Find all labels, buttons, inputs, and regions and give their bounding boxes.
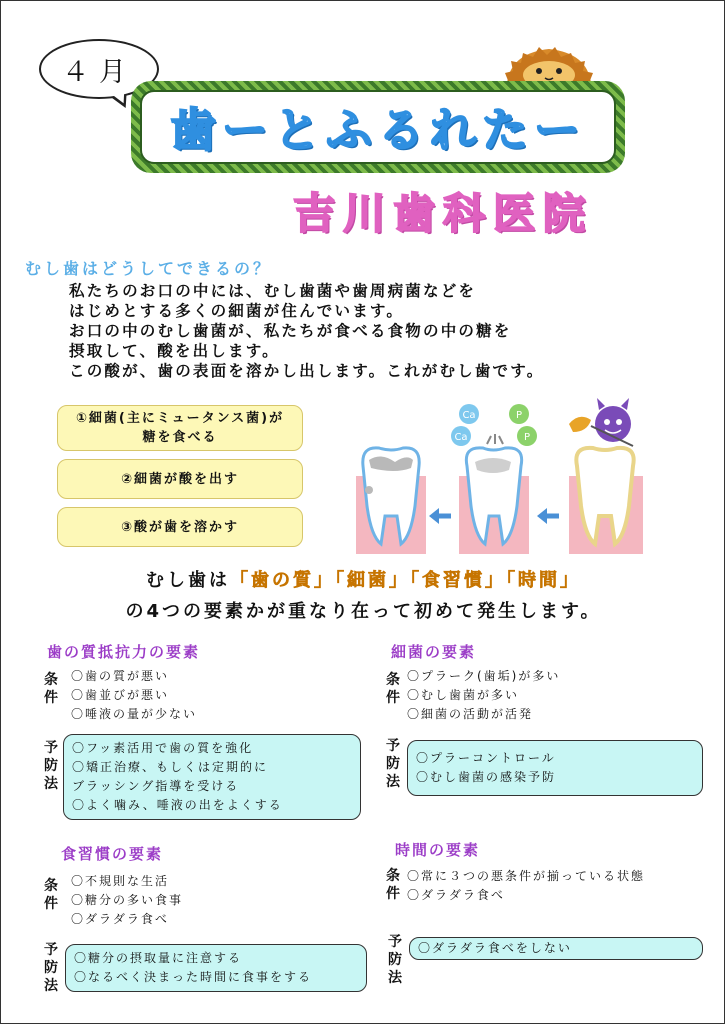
prevention-item: 〇なるべく決まった時間に食事をする [74,970,313,984]
intro-line: お口の中のむし歯菌が、私たちが食べる食物の中の糖を [69,322,512,340]
step-3-box [57,507,303,547]
time-prevention-box [409,937,703,960]
summary-line-2: の4つの要素かが重なり在って初めて発生します。 [125,601,602,622]
acid-splash [569,417,591,432]
prevention-item: 〇糖分の摂取量に注意する [74,951,243,965]
summary-line-1 [1,566,725,592]
quality-conditions [71,667,197,724]
quality-title: 歯の質抵抗力の要素 [47,643,201,661]
clinic-name: 吉川歯科医院 [293,189,594,238]
time-cond-label: 条件 [386,868,400,902]
tooth-decay-diagram [351,396,651,556]
lion-icon [501,43,597,83]
step-1-box [57,405,303,451]
factor-bacteria-highlight: 「細菌」 [335,570,410,591]
quality-cond-label: 条件 [44,672,58,706]
diet-cond-label: 条件 [44,878,58,912]
factor-time-highlight: 「時間」 [506,570,581,591]
condition-item: 〇細菌の活動が活発 [407,707,534,721]
dissolve-arrows [487,434,503,444]
step-3-text: ③酸が歯を溶かす [120,519,239,535]
intro-line: はじめとする多くの細菌が住んでいます。 [69,302,405,320]
step-1-line1: ①細菌(主にミュータンス菌)が [75,411,285,426]
summary-prefix: むし歯は [146,570,230,591]
diet-title: 食習慣の要素 [61,845,164,863]
bacteria-title: 細菌の要素 [391,643,477,661]
question-heading: むし歯はどうしてできるの？ [25,259,273,278]
phosphorus-label-2: P [523,432,531,443]
condition-item: 〇常に３つの悪条件が揃っている状態 [407,869,646,883]
prevention-item: 〇ダラダラ食べをしない [418,941,572,955]
quality-prev-label: 予防法 [44,740,58,792]
prevention-item: 〇プラーコントロール [416,751,556,765]
condition-item: 〇糖分の多い食事 [71,893,184,907]
condition-item: 〇ダラダラ食べ [407,888,505,902]
quality-prevention-box [63,734,361,820]
newsletter-title: 歯ーとふるれたー [170,103,586,157]
bacteria-prevention-box [407,740,703,796]
calcium-label-2: Ca [454,432,468,443]
prevention-item: 〇むし歯菌の感染予防 [416,770,557,784]
factor-diet-highlight: 「食習慣」 [410,570,506,591]
intro-text [69,281,544,381]
time-title: 時間の要素 [395,841,481,859]
condition-item: 〇歯並びが悪い [71,688,170,702]
prevention-item: 〇よく噛み、唾液の出をよくする [72,798,283,812]
title-leaf-frame [131,81,625,173]
condition-item: 〇不規則な生活 [71,874,170,888]
bacteria-prev-label: 予防法 [386,738,400,790]
condition-item: 〇ダラダラ食べ [71,912,169,926]
factor-quality-highlight: 「歯の質」 [230,570,335,591]
step-2-box [57,459,303,499]
intro-line: 私たちのお口の中には、むし歯菌や歯周病菌などを [69,282,477,300]
step-1-line2: 糖を食べる [142,430,218,445]
prevention-item: ブラッシング指導を受ける [72,779,240,793]
calcium-label-1: Ca [462,410,476,421]
title-panel [140,90,616,164]
condition-item: 〇歯の質が悪い [71,669,170,683]
bacteria-conditions [407,667,560,724]
diet-prev-label: 予防法 [44,942,58,994]
condition-item: 〇プラーク(歯垢)が多い [407,669,561,683]
prevention-item: 〇フッ素活用で歯の質を強化 [72,741,254,755]
month-label: ４月 [62,56,136,88]
condition-item: 〇唾液の量が少ない [71,707,198,721]
diet-prevention-box [65,944,367,992]
bacteria-cond-label: 条件 [386,672,400,706]
step-2-text: ②細菌が酸を出す [120,471,239,487]
diet-conditions [71,872,183,929]
condition-item: 〇むし歯菌が多い [407,688,520,702]
time-conditions [407,867,645,905]
phosphorus-label-1: P [515,410,523,421]
intro-line: この酸が、歯の表面を溶かし出します。これがむし歯です。 [69,362,545,380]
prevention-item: 〇矯正治療、もしくは定期的に [72,760,269,774]
intro-line: 摂取して、酸を出します。 [69,342,280,360]
time-prev-label: 予防法 [388,934,402,986]
